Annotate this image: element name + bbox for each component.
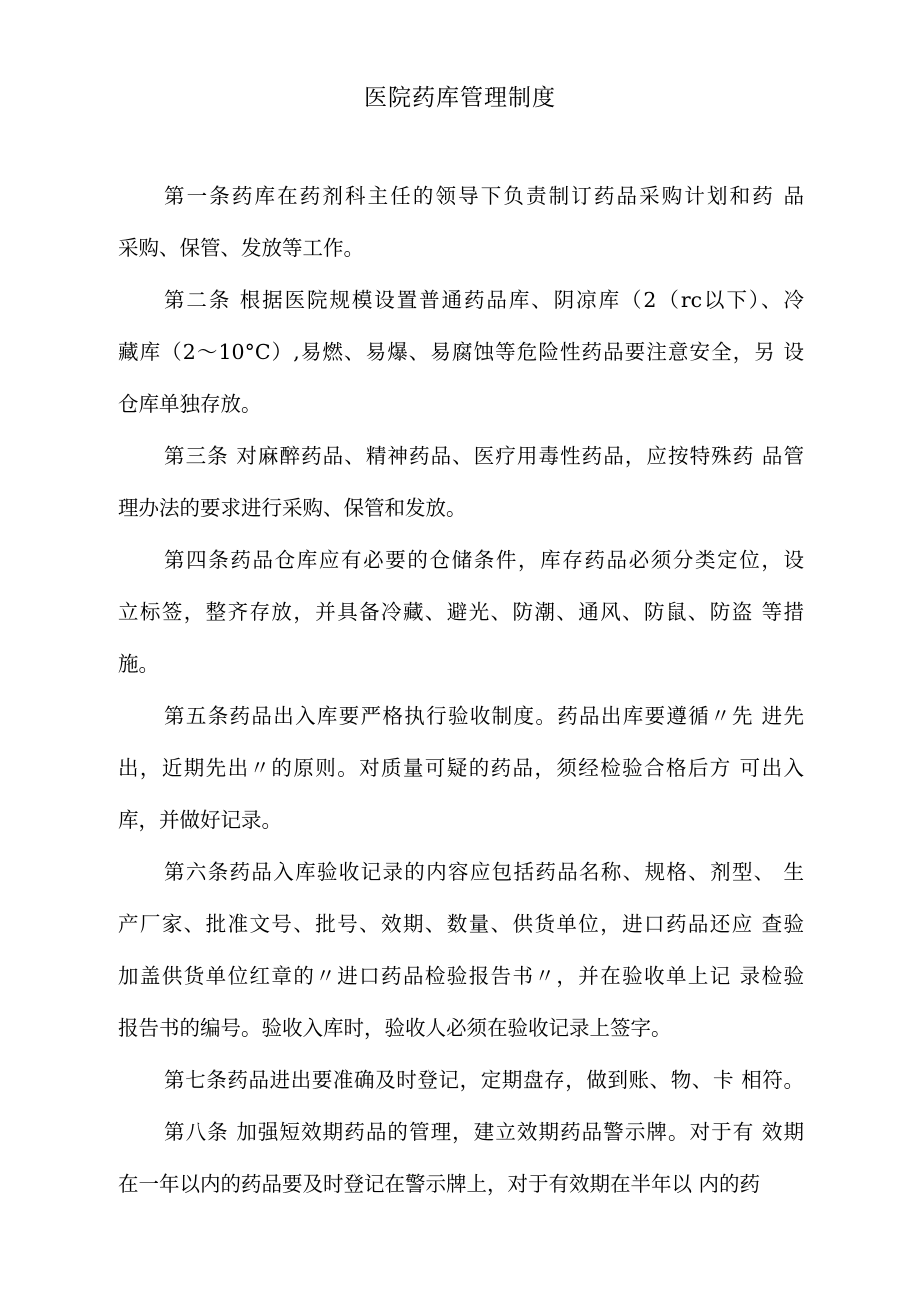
paragraph-line: 第八条 加强短效期药品的管理，建立效期药品警示牌。对于有 效期 [164,1120,804,1144]
article-paragraph [118,170,804,274]
paragraph-line: 产厂家、批准文号、批号、效期、数量、供货单位，进口药品还应 查验 [118,912,804,936]
paragraph-line: 库，并做好记录。 [118,808,282,832]
paragraph-line: 立标签，整齐存放，并具备冷藏、避光、防潮、通风、防鼠、防盗 等措 [118,600,804,624]
paragraph-line: 报告书的编号。验收入库时，验收人必须在验收记录上签字。 [118,1016,672,1040]
paragraph-line: 第一条药库在药剂科主任的领导下负责制订药品采购计划和药 品 [164,184,804,208]
document-body [118,170,804,1210]
article-paragraph [118,274,804,430]
paragraph-line: 第七条药品进出要准确及时登记，定期盘存，做到账、物、卡 相符。 [164,1068,804,1092]
paragraph-line: 第五条药品出入库要严格执行验收制度。药品出库要遵循〃先 进先 [164,704,804,728]
article-paragraph [118,534,804,690]
article-paragraph [118,846,804,1054]
paragraph-line: 第六条药品入库验收记录的内容应包括药品名称、规格、剂型、 生 [164,860,804,884]
document-title: 医院药库管理制度 [364,85,556,111]
paragraph-line: 第二条 根据医院规模设置普通药品库、阴凉库（2（rc以下）、冷 [164,288,804,312]
paragraph-line: 施。 [118,652,159,676]
article-paragraph [118,690,804,846]
article-paragraph [118,1106,804,1210]
paragraph-line: 仓库单独存放。 [118,392,262,416]
paragraph-line: 在一年以内的药品要及时登记在警示牌上，对于有效期在半年以 内的药 [118,1172,761,1196]
article-paragraph [118,1054,804,1106]
paragraph-line: 出，近期先出〃的原则。对质量可疑的药品，须经检验合格后方 可出入 [118,756,804,780]
paragraph-line: 采购、保管、发放等工作。 [118,236,364,260]
paragraph-line: 第三条 对麻醉药品、精神药品、医疗用毒性药品，应按特殊药 品管 [164,444,804,468]
paragraph-line: 藏库（2～10°C）,易燃、易爆、易腐蚀等危险性药品要注意安全，另 设 [118,340,804,364]
paragraph-line: 理办法的要求进行采购、保管和发放。 [118,496,467,520]
article-paragraph [118,430,804,534]
paragraph-line: 加盖供货单位红章的〃进口药品检验报告书〃，并在验收单上记 录检验 [118,964,804,988]
paragraph-line: 第四条药品仓库应有必要的仓储条件，库存药品必须分类定位，设 [164,548,804,572]
